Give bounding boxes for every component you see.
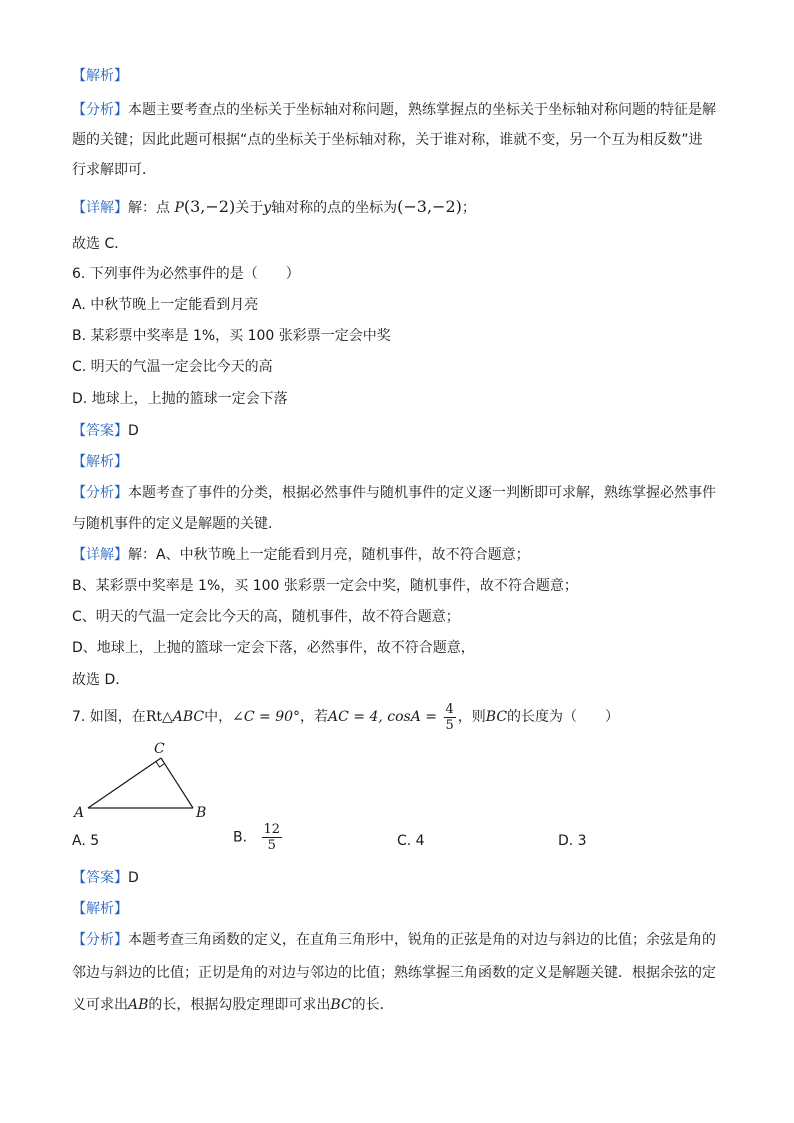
q5-analysis-line-3: 行求解即可．	[72, 162, 156, 178]
triangle-side-ac	[88, 758, 161, 808]
q5-analysis-line-1	[72, 100, 716, 120]
q7-answer-value: D	[128, 870, 139, 886]
q7-fraction-numerator: 4	[445, 701, 454, 717]
vertex-label-c: C	[154, 741, 165, 757]
q6-detail-line-4: D、地球上，上抛的篮球一定会下落，必然事件，故不符合题意，	[72, 640, 475, 656]
q6-option-d: D. 地球上，上抛的篮球一定会下落	[72, 391, 288, 407]
q6-stem: 6. 下列事件为必然事件的是（ ）	[72, 266, 300, 282]
q6-detail-line-3: C、明天的气温一定会比今天的高，随机事件，故不符合题意；	[72, 609, 460, 625]
q7-ab: AB	[128, 997, 149, 1013]
q6-jiexi-heading: 【解析】	[72, 454, 128, 470]
q6-detail-text-1: 解：A、中秋节晚上一定能看到月亮，随机事件，故不符合题意；	[128, 547, 530, 563]
q7-option-a: A. 5	[72, 833, 100, 849]
q7-option-b-denominator: 5	[267, 838, 276, 853]
q5-analysis-tag: 【分析】	[72, 102, 128, 118]
triangle-side-cb	[161, 758, 193, 808]
q6-detail-line-1	[72, 545, 530, 565]
q7-answer-tag: 【答案】	[72, 870, 128, 886]
q7-abc: ABC	[172, 709, 205, 725]
q7-option-b	[233, 822, 284, 862]
q6-analysis-line-1	[72, 483, 716, 503]
q7-option-d: D. 3	[558, 833, 587, 849]
q7-answer	[72, 868, 139, 888]
q7-analysis-tag: 【分析】	[72, 932, 128, 948]
q7-rt: Rt	[145, 709, 162, 725]
q7-stem-text-d: ，则	[457, 709, 486, 725]
q5-analysis-text-1: 本题主要考查点的坐标关于坐标轴对称问题，熟练掌握点的坐标关于坐标轴对称问题的特征是解	[128, 102, 716, 118]
q7-analysis-text-3b: 的长，根据勾股定理即可求出	[148, 997, 331, 1013]
q5-detail-tag: 【详解】	[72, 200, 128, 216]
q7-stem	[72, 700, 619, 734]
q6-option-a: A. 中秋节晚上一定能看到月亮	[72, 297, 259, 313]
q7-option-c: C. 4	[397, 833, 425, 849]
q7-stem-text-e: 的长度为（ ）	[507, 709, 620, 725]
q6-answer	[72, 421, 139, 441]
q6-analysis-text-1: 本题考查了事件的分类，根据必然事件与随机事件的定义逐一判断即可求解，熟练掌握必然事件	[128, 485, 716, 501]
q7-jiexi-heading: 【解析】	[72, 901, 128, 917]
q6-answer-tag: 【答案】	[72, 423, 128, 439]
q7-stem-text-a: 7. 如图，在	[72, 709, 146, 725]
q7-analysis-text-3c: 的长．	[351, 997, 394, 1013]
q6-detail-line-2: B、某彩票中奖率是 1%，买 100 张彩票一定会中奖，随机事件，故不符合题意；	[72, 578, 578, 594]
q7-stem-text-c: ，若	[300, 709, 329, 725]
vertex-label-b: B	[196, 805, 207, 821]
q6-conclusion: 故选 D．	[72, 672, 130, 688]
q6-answer-value: D	[128, 423, 139, 439]
q5-detail-text-d: ；	[461, 200, 476, 216]
q5-point-p-coord: (3,−2)	[183, 197, 236, 216]
q7-fraction-4-5	[444, 702, 456, 733]
q7-analysis-text-3a: 义可求出	[72, 997, 128, 1013]
q7-triangle-symbol: △	[161, 709, 173, 725]
q7-triangle-figure	[70, 738, 220, 822]
q6-analysis-line-2: 与随机事件的定义是解题的关键．	[72, 516, 282, 532]
q6-analysis-tag: 【分析】	[72, 485, 128, 501]
q6-option-c: C. 明天的气温一定会比今天的高	[72, 359, 273, 375]
q7-option-b-prefix: B.	[233, 829, 248, 846]
q7-analysis-line-2: 邻边与斜边的比值；正切是角的对边与邻边的比值；熟练掌握三角函数的定义是解题关键．根据余弦的定	[72, 965, 716, 981]
q7-fraction-denominator: 5	[445, 717, 454, 733]
q5-detail-text-b: 关于	[235, 200, 264, 216]
q5-result-coord: (−3,−2)	[397, 197, 462, 216]
q5-jiexi-heading: 【解析】	[72, 68, 128, 84]
q5-detail-text-a: 解：点	[128, 200, 170, 216]
q7-angle-c: ∠C = 90°	[232, 709, 301, 725]
q5-detail-text-c: 轴对称的点的坐标为	[271, 200, 398, 216]
q5-point-p: P	[174, 200, 184, 216]
q5-detail-line	[72, 197, 476, 218]
q7-analysis-text-1: 本题考查三角函数的定义，在直角三角形中，锐角的正弦是角的对边与斜边的比值；余弦是角的	[128, 932, 716, 948]
q6-detail-tag: 【详解】	[72, 547, 128, 563]
q5-conclusion: 故选 C．	[72, 236, 129, 252]
q5-analysis-line-2: 题的关键；因此此题可根据“点的坐标关于坐标轴对称，关于谁对称，谁就不变，另一个互为相反数”进	[72, 132, 703, 148]
q7-stem-text-b: 中，	[204, 709, 233, 725]
q5-y-axis: y	[263, 200, 272, 216]
q7-bc-2: BC	[330, 997, 352, 1013]
q7-option-b-fraction	[262, 822, 283, 853]
q6-option-b: B. 某彩票中奖率是 1%，买 100 张彩票一定会中奖	[72, 328, 391, 344]
q7-option-b-numerator: 12	[263, 822, 281, 837]
q7-ac-cos: AC = 4, cosA =	[328, 709, 438, 725]
q7-analysis-line-1	[72, 930, 716, 950]
q7-analysis-line-3	[72, 995, 394, 1015]
q7-bc: BC	[485, 709, 508, 725]
vertex-label-a: A	[74, 805, 85, 821]
